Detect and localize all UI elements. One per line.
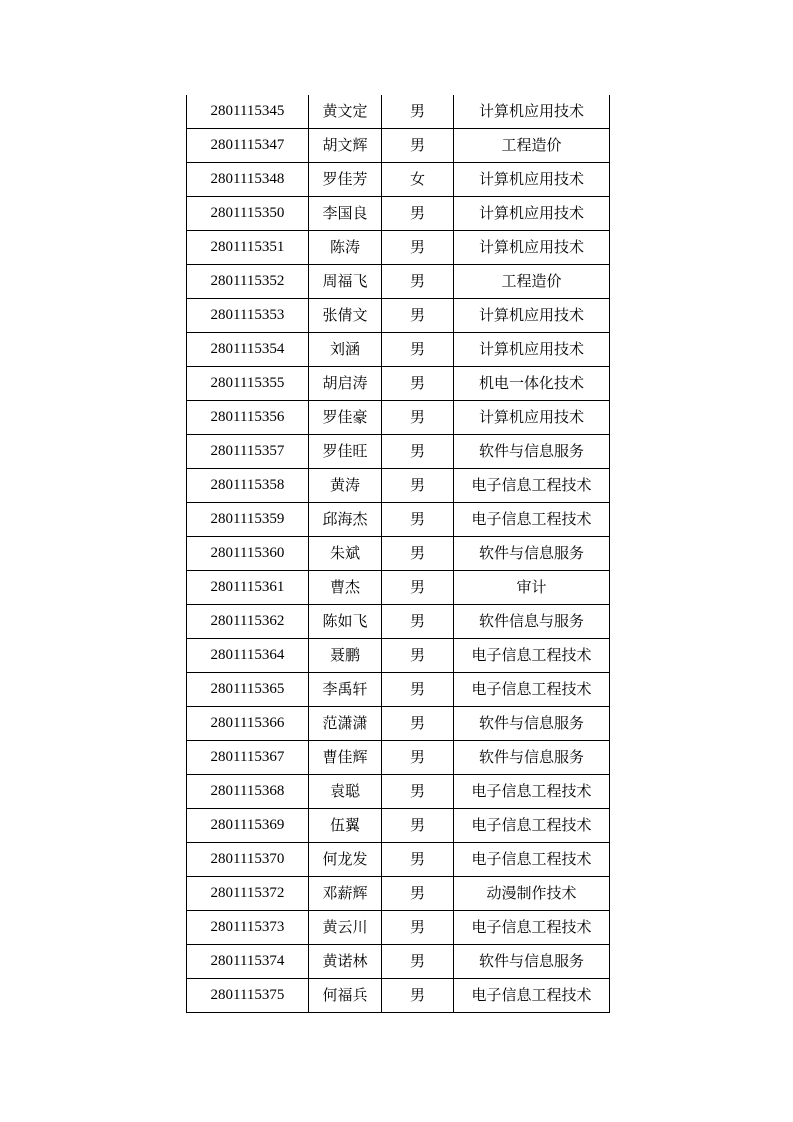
student-name-cell: 罗佳旺: [309, 435, 382, 469]
table-row: [187, 401, 610, 435]
student-id-cell: 2801115352: [187, 265, 309, 299]
table-row: [187, 639, 610, 673]
gender-cell: 男: [382, 911, 454, 945]
table-row: [187, 945, 610, 979]
student-name-cell: 曹佳辉: [309, 741, 382, 775]
student-name-cell: 李禹轩: [309, 673, 382, 707]
student-name-cell: 黄涛: [309, 469, 382, 503]
major-cell: 计算机应用技术: [454, 401, 610, 435]
document-page: [186, 95, 609, 1013]
student-id-cell: 2801115364: [187, 639, 309, 673]
gender-cell: 男: [382, 707, 454, 741]
major-cell: 计算机应用技术: [454, 197, 610, 231]
student-id-cell: 2801115355: [187, 367, 309, 401]
table-row: [187, 673, 610, 707]
student-name-cell: 范潇潇: [309, 707, 382, 741]
major-cell: 工程造价: [454, 129, 610, 163]
major-cell: 软件信息与服务: [454, 605, 610, 639]
major-cell: 审计: [454, 571, 610, 605]
student-name-cell: 陈涛: [309, 231, 382, 265]
student-name-cell: 刘涵: [309, 333, 382, 367]
table-row: [187, 333, 610, 367]
gender-cell: 男: [382, 333, 454, 367]
student-name-cell: 张倩文: [309, 299, 382, 333]
gender-cell: 男: [382, 435, 454, 469]
table-row: [187, 95, 610, 129]
table-row: [187, 197, 610, 231]
major-cell: 电子信息工程技术: [454, 639, 610, 673]
gender-cell: 男: [382, 265, 454, 299]
student-name-cell: 朱斌: [309, 537, 382, 571]
table-row: [187, 163, 610, 197]
student-name-cell: 周福飞: [309, 265, 382, 299]
student-id-cell: 2801115354: [187, 333, 309, 367]
student-name-cell: 何福兵: [309, 979, 382, 1013]
table-row: [187, 469, 610, 503]
student-id-cell: 2801115347: [187, 129, 309, 163]
table-row: [187, 979, 610, 1013]
student-id-cell: 2801115366: [187, 707, 309, 741]
student-id-cell: 2801115357: [187, 435, 309, 469]
student-name-cell: 黄文定: [309, 95, 382, 129]
major-cell: 计算机应用技术: [454, 333, 610, 367]
student-id-cell: 2801115372: [187, 877, 309, 911]
student-name-cell: 陈如飞: [309, 605, 382, 639]
student-name-cell: 罗佳豪: [309, 401, 382, 435]
student-id-cell: 2801115361: [187, 571, 309, 605]
student-id-cell: 2801115350: [187, 197, 309, 231]
gender-cell: 男: [382, 231, 454, 265]
gender-cell: 男: [382, 605, 454, 639]
student-id-cell: 2801115348: [187, 163, 309, 197]
gender-cell: 男: [382, 945, 454, 979]
student-name-cell: 黄云川: [309, 911, 382, 945]
major-cell: 动漫制作技术: [454, 877, 610, 911]
table-row: [187, 877, 610, 911]
major-cell: 软件与信息服务: [454, 707, 610, 741]
student-name-cell: 胡文辉: [309, 129, 382, 163]
major-cell: 电子信息工程技术: [454, 979, 610, 1013]
gender-cell: 男: [382, 775, 454, 809]
student-id-cell: 2801115370: [187, 843, 309, 877]
student-name-cell: 袁聪: [309, 775, 382, 809]
student-name-cell: 聂鹏: [309, 639, 382, 673]
table-row: [187, 265, 610, 299]
table-row: [187, 843, 610, 877]
table-row: [187, 775, 610, 809]
major-cell: 电子信息工程技术: [454, 673, 610, 707]
gender-cell: 男: [382, 401, 454, 435]
gender-cell: 男: [382, 571, 454, 605]
student-name-cell: 邓薪辉: [309, 877, 382, 911]
major-cell: 工程造价: [454, 265, 610, 299]
gender-cell: 男: [382, 979, 454, 1013]
table-row: [187, 809, 610, 843]
student-name-cell: 邱海杰: [309, 503, 382, 537]
student-name-cell: 罗佳芳: [309, 163, 382, 197]
major-cell: 软件与信息服务: [454, 741, 610, 775]
gender-cell: 男: [382, 299, 454, 333]
gender-cell: 男: [382, 95, 454, 129]
student-name-cell: 曹杰: [309, 571, 382, 605]
table-row: [187, 741, 610, 775]
table-row: [187, 299, 610, 333]
gender-cell: 女: [382, 163, 454, 197]
gender-cell: 男: [382, 129, 454, 163]
gender-cell: 男: [382, 469, 454, 503]
gender-cell: 男: [382, 673, 454, 707]
table-row: [187, 911, 610, 945]
gender-cell: 男: [382, 639, 454, 673]
student-id-cell: 2801115356: [187, 401, 309, 435]
student-roster-table: [186, 95, 610, 1013]
major-cell: 计算机应用技术: [454, 95, 610, 129]
student-id-cell: 2801115351: [187, 231, 309, 265]
table-row: [187, 503, 610, 537]
gender-cell: 男: [382, 197, 454, 231]
student-id-cell: 2801115353: [187, 299, 309, 333]
roster-body: [187, 95, 610, 1013]
gender-cell: 男: [382, 503, 454, 537]
major-cell: 电子信息工程技术: [454, 503, 610, 537]
student-id-cell: 2801115367: [187, 741, 309, 775]
student-name-cell: 何龙发: [309, 843, 382, 877]
student-id-cell: 2801115375: [187, 979, 309, 1013]
student-id-cell: 2801115345: [187, 95, 309, 129]
major-cell: 软件与信息服务: [454, 537, 610, 571]
student-id-cell: 2801115374: [187, 945, 309, 979]
gender-cell: 男: [382, 367, 454, 401]
student-name-cell: 黄诺林: [309, 945, 382, 979]
major-cell: 软件与信息服务: [454, 945, 610, 979]
table-row: [187, 129, 610, 163]
major-cell: 计算机应用技术: [454, 163, 610, 197]
major-cell: 计算机应用技术: [454, 231, 610, 265]
major-cell: 电子信息工程技术: [454, 843, 610, 877]
major-cell: 机电一体化技术: [454, 367, 610, 401]
student-name-cell: 伍翼: [309, 809, 382, 843]
student-name-cell: 李国良: [309, 197, 382, 231]
major-cell: 电子信息工程技术: [454, 809, 610, 843]
major-cell: 电子信息工程技术: [454, 911, 610, 945]
table-row: [187, 707, 610, 741]
student-id-cell: 2801115362: [187, 605, 309, 639]
table-row: [187, 605, 610, 639]
student-name-cell: 胡启涛: [309, 367, 382, 401]
student-id-cell: 2801115360: [187, 537, 309, 571]
gender-cell: 男: [382, 537, 454, 571]
student-id-cell: 2801115373: [187, 911, 309, 945]
student-id-cell: 2801115369: [187, 809, 309, 843]
major-cell: 软件与信息服务: [454, 435, 610, 469]
table-row: [187, 435, 610, 469]
major-cell: 电子信息工程技术: [454, 469, 610, 503]
student-id-cell: 2801115365: [187, 673, 309, 707]
student-id-cell: 2801115359: [187, 503, 309, 537]
major-cell: 计算机应用技术: [454, 299, 610, 333]
table-row: [187, 231, 610, 265]
student-id-cell: 2801115358: [187, 469, 309, 503]
gender-cell: 男: [382, 843, 454, 877]
gender-cell: 男: [382, 877, 454, 911]
table-row: [187, 571, 610, 605]
major-cell: 电子信息工程技术: [454, 775, 610, 809]
student-id-cell: 2801115368: [187, 775, 309, 809]
table-row: [187, 537, 610, 571]
gender-cell: 男: [382, 741, 454, 775]
table-row: [187, 367, 610, 401]
gender-cell: 男: [382, 809, 454, 843]
